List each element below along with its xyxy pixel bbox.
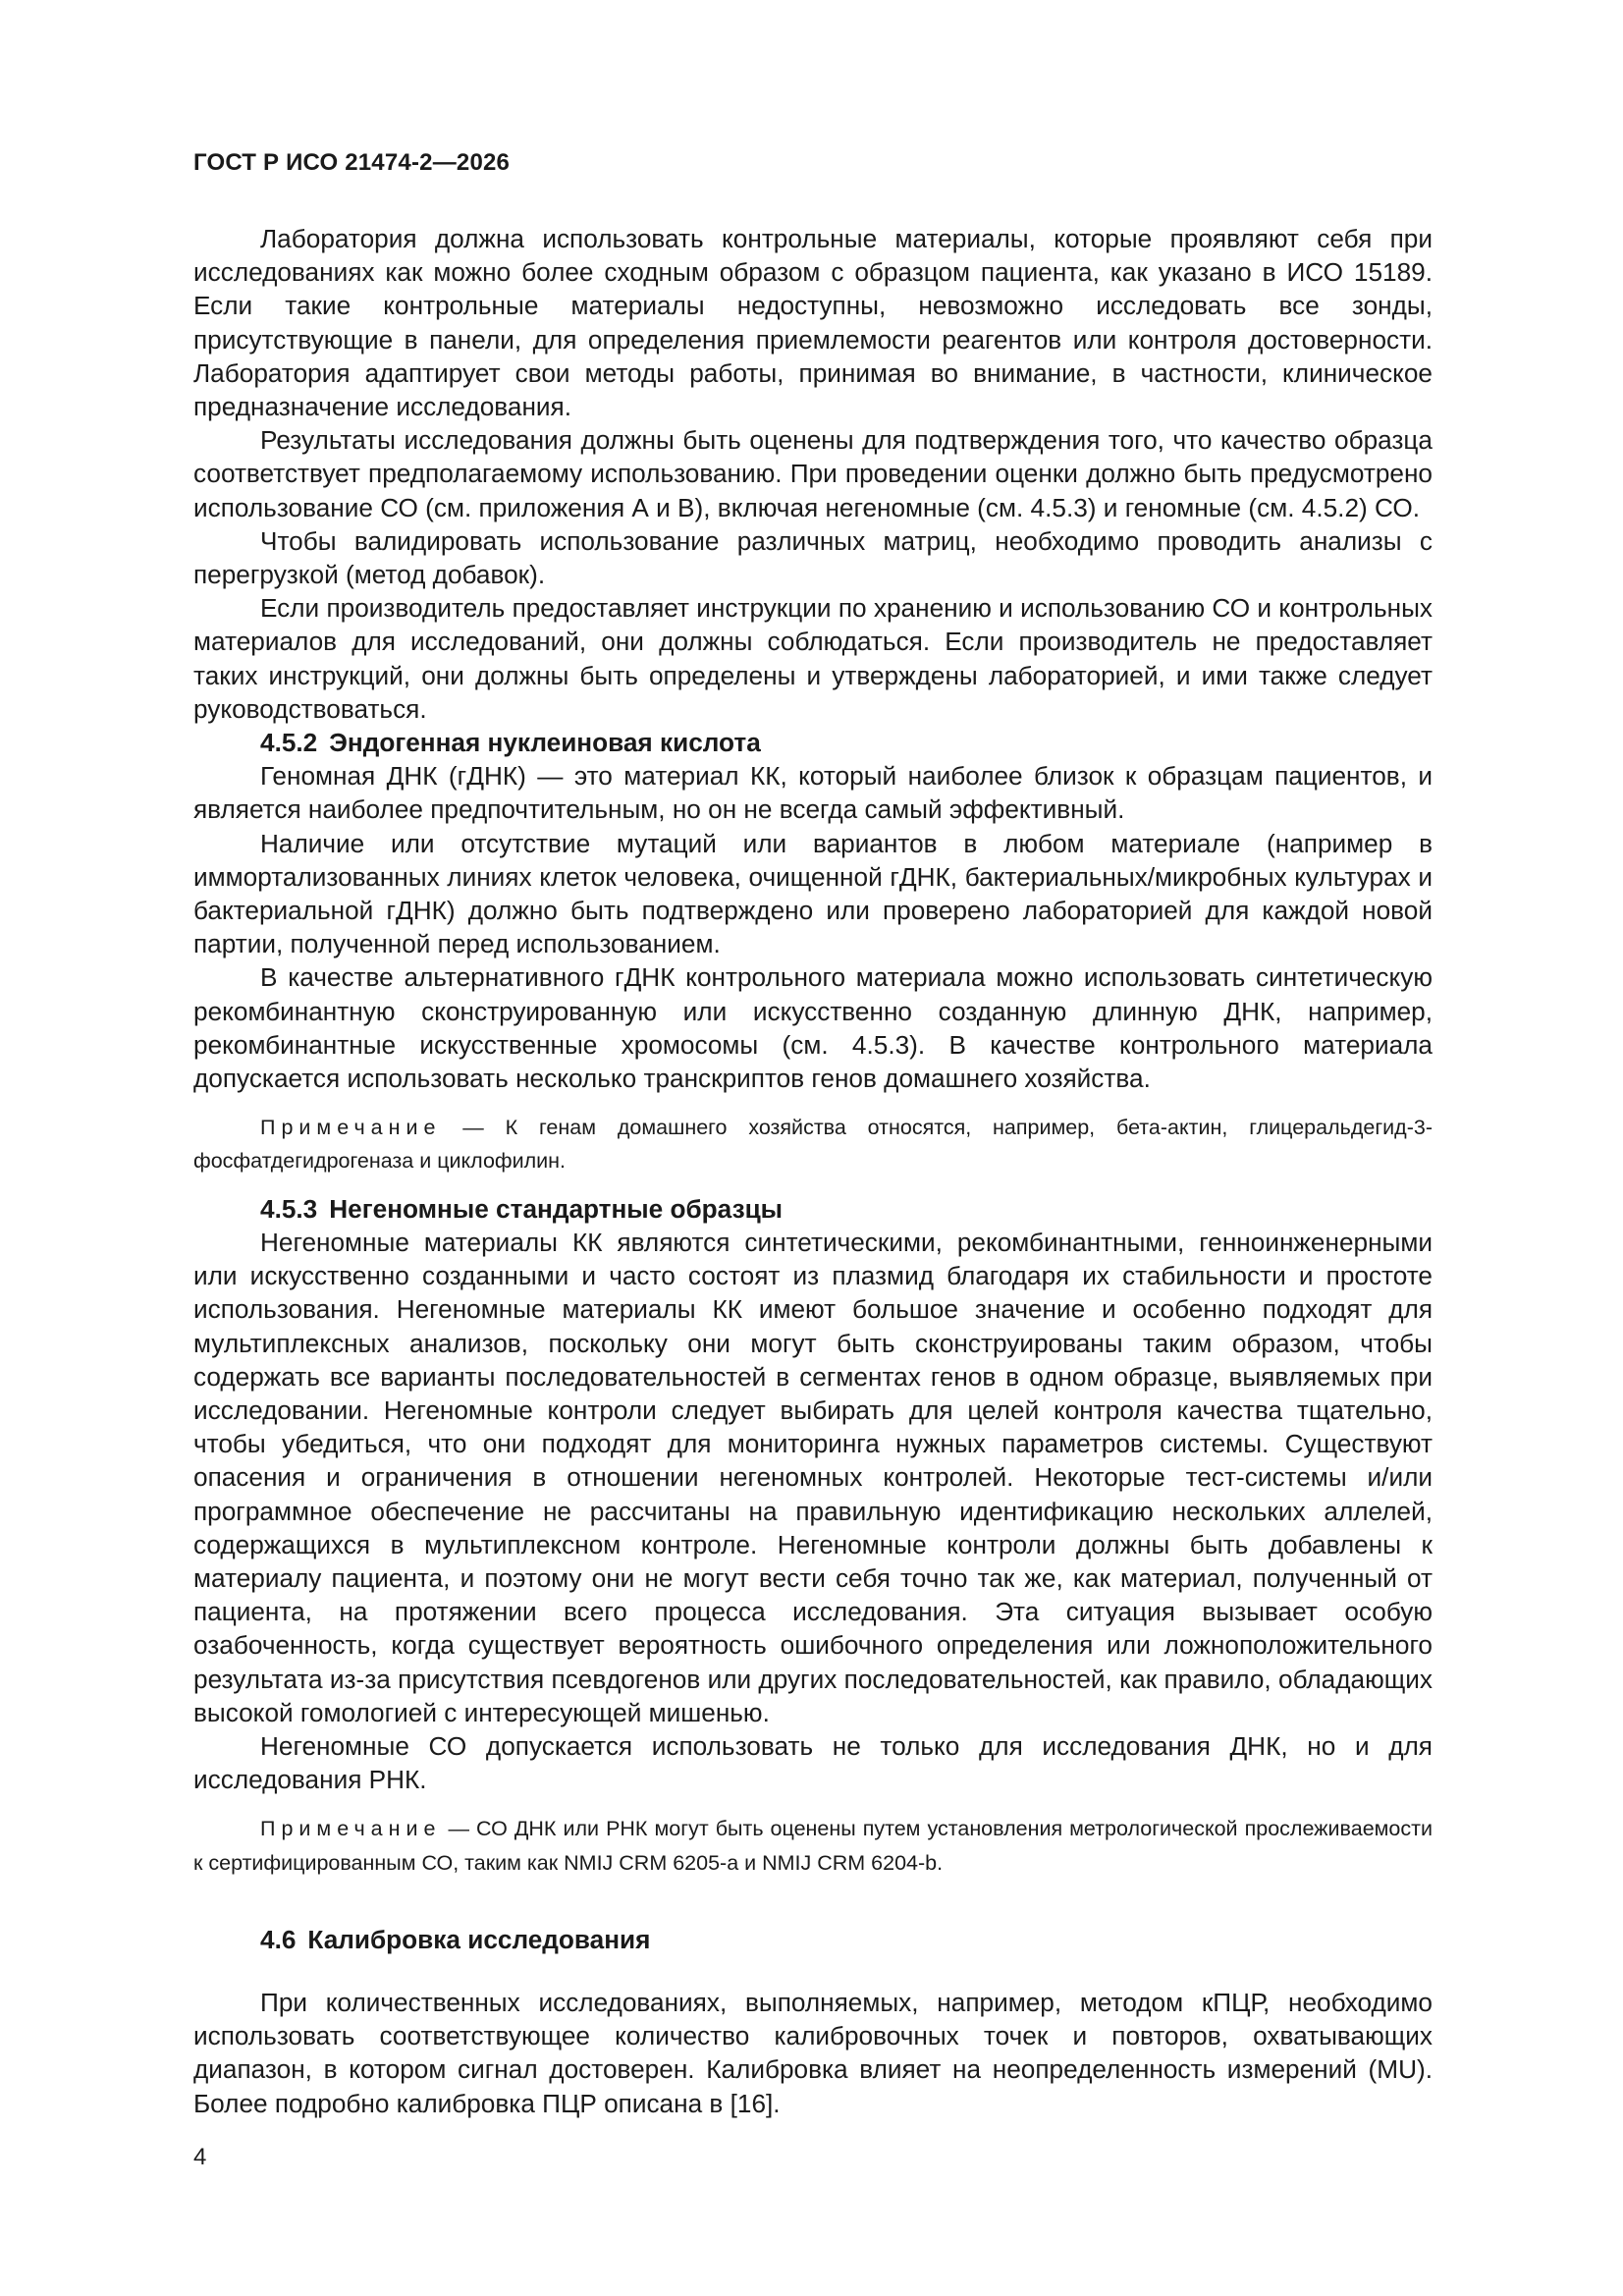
document-body bbox=[193, 222, 1433, 2120]
paragraph: В качестве альтернативного гДНК контрольного материала можно использовать синтетическую рекомбинантную сконструированную или искусственно созданную длинную ДНК, например, рекомбинантные искусственные хромосомы (см. 4.5.3). В качестве контрольного материала допускается использовать несколько транскриптов генов домашнего хозяйства. bbox=[193, 962, 1433, 1094]
section-heading-4-6 bbox=[193, 1923, 1433, 1956]
note-text: — СО ДНК или РНК могут быть оценены путем установления метрологической прослеживаемости к сертифицированным СО, таким как NMIJ CRM 6205-a и NMIJ CRM 6204-b. bbox=[193, 1817, 1433, 1875]
note-label: Примечание bbox=[260, 1817, 442, 1841]
subsection-title: Эндогенная нуклеиновая кислота bbox=[329, 728, 761, 758]
paragraph: Если производитель предоставляет инструкции по хранению и использованию СО и контрольных материалов для исследований, они должны соблюдаться. Если производитель не предоставляет таких инструкций, они должны быть определены и утверждены лабораторией, и ими также следует руководствоваться. bbox=[193, 593, 1433, 724]
paragraph: При количественных исследованиях, выполняемых, например, методом кПЦР, необходимо использовать соответствующее количество калибровочных точек и повторов, охватывающих диапазон, в котором сигнал достоверен. Калибровка влияет на неопределенность измерений (MU). Более подробно калибровка ПЦР описана в [16]. bbox=[193, 1987, 1433, 2118]
paragraph: Чтобы валидировать использование различных матриц, необходимо проводить анализы с перегрузкой (метод добавок). bbox=[193, 525, 1433, 590]
subsection-number: 4.5.3 bbox=[260, 1193, 318, 1224]
document-header: ГОСТ Р ИСО 21474-2—2026 bbox=[193, 149, 511, 176]
paragraph: Наличие или отсутствие мутаций или вариантов в любом материале (например в иммортализованных линиях клеток человека, очищенной гДНК, бактериальных/микробных культурах и бактериальной гДНК) должно быть подтверждено или проверено лабораторией для каждой новой партии, полученной перед использованием. bbox=[193, 828, 1433, 959]
note-label: Примечание bbox=[260, 1116, 442, 1140]
subsection-heading-4-5-3 bbox=[193, 1192, 1433, 1226]
paragraph: Негеномные СО допускается использовать не только для исследования ДНК, но и для исследования РНК. bbox=[193, 1730, 1433, 1795]
note-text: — К генам домашнего хозяйства относятся, например, бета-актин, глицеральдегид-3-фосфатдегидрогеназа и циклофилин. bbox=[193, 1116, 1433, 1174]
paragraph: Негеномные материалы КК являются синтетическими, рекомбинантными, генноинженерными или искусственно созданными и часто состоят из плазмид благодаря их стабильности и простоте использования. Негеномные материалы КК имеют большое значение и особенно подходят для мультиплексных анализов, поскольку они могут быть сконструированы таким образом, чтобы содержать все варианты последовательностей в сегментах генов в одном образце, выявляемых при исследовании. Негеномные контроли следует выбирать для целей контроля качества тщательно, чтобы убедиться, что они подходят для мониторинга нужных параметров системы. Существуют опасения и ограничения в отношении негеномных контролей. Некоторые тест-системы и/или программное обеспечение не рассчитаны на правильную идентификацию нескольких аллелей, содержащихся в мультиплексном контроле. Негеномные контроли должны быть добавлены к материалу пациента, и поэтому они не могут вести себя точно так же, как материал, полученный от пациента, на протяжении всего процесса исследования. Эта ситуация вызывает особую озабоченность, когда существует вероятность ошибочного определения или ложноположительного результата из-за присутствия псевдогенов или других последовательностей, как правило, обладающих высокой гомологией с интересующей мишенью. bbox=[193, 1227, 1433, 1727]
section-title: Калибровка исследования bbox=[307, 1924, 651, 1954]
subsection-title: Негеномные стандартные образцы bbox=[329, 1193, 784, 1224]
paragraph: Лаборатория должна использовать контрольные материалы, которые проявляют себя при исследованиях как можно более сходным образом с образцом пациента, как указано в ИСО 15189. Если такие контрольные материалы недоступны, невозможно исследовать все зонды, присутствующие в панели, для определения приемлемости реагентов или контроля достоверности. Лаборатория адаптирует свои методы работы, принимая во внимание, в частности, клиническое предназначение исследования. bbox=[193, 224, 1433, 422]
note bbox=[193, 1812, 1433, 1879]
page-number: 4 bbox=[193, 2144, 207, 2170]
paragraph: Геномная ДНК (гДНК) — это материал КК, который наиболее близок к образцам пациентов, и является наиболее предпочтительным, но он не всегда самый эффективный. bbox=[193, 761, 1433, 825]
subsection-number: 4.5.2 bbox=[260, 728, 318, 758]
section-number: 4.6 bbox=[260, 1924, 297, 1954]
subsection-heading-4-5-2 bbox=[193, 726, 1433, 759]
note bbox=[193, 1111, 1433, 1177]
paragraph: Результаты исследования должны быть оценены для подтверждения того, что качество образца соответствует предполагаемому использованию. При проведении оценки должно быть предусмотрено использование СО (см. приложения А и В), включая негеномные (см. 4.5.3) и геномные (см. 4.5.2) СО. bbox=[193, 425, 1433, 522]
